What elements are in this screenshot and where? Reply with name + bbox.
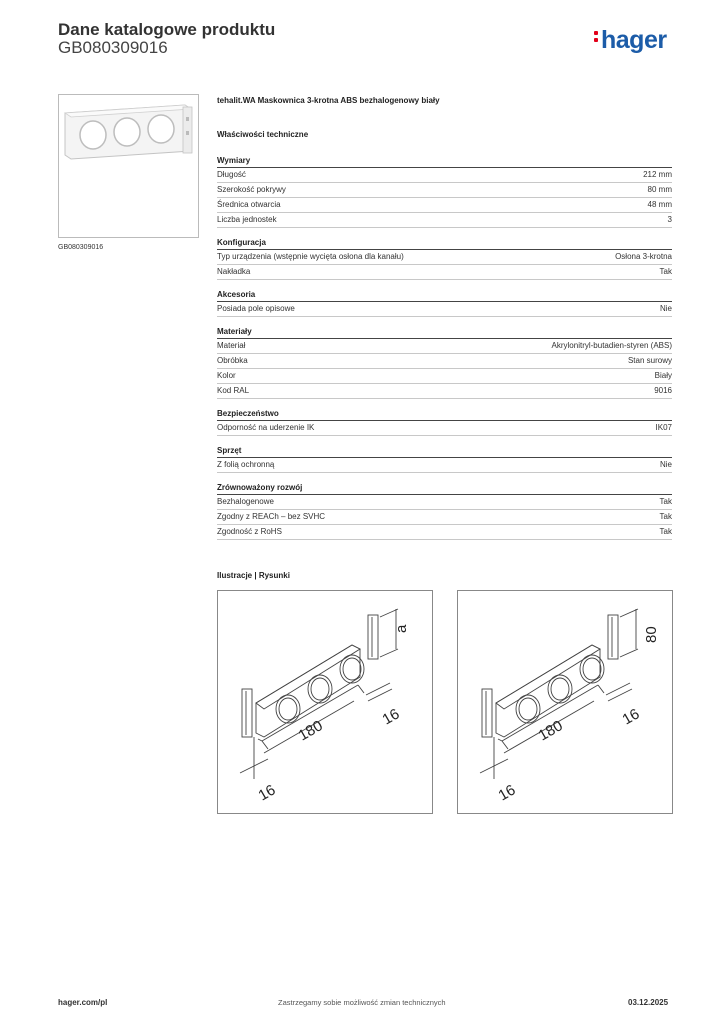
dimension-drawing-2 (457, 590, 673, 814)
footer-disclaimer: Zastrzegamy sobie możliwość zmian technicznych (278, 998, 446, 1007)
spec-row (217, 265, 672, 280)
spec-label: Materiał (217, 341, 246, 350)
length-label: 180 (535, 717, 566, 745)
spec-row (217, 495, 672, 510)
right-depth-label: 16 (379, 705, 403, 729)
spec-label: Posiada pole opisowe (217, 304, 295, 313)
spec-row (217, 525, 672, 540)
spec-label: Z folią ochronną (217, 460, 275, 469)
spec-section-title: Wymiary (217, 156, 672, 168)
spec-label: Kod RAL (217, 386, 250, 395)
spec-section-title: Akcesoria (217, 290, 672, 302)
spec-row (217, 250, 672, 265)
left-depth-label: 16 (255, 781, 279, 805)
spec-row (217, 339, 672, 354)
spec-value: Tak (659, 497, 672, 506)
spec-row (217, 369, 672, 384)
spec-value: Tak (659, 512, 672, 521)
spec-section (217, 483, 672, 540)
spec-row (217, 213, 672, 228)
spec-row (217, 510, 672, 525)
spec-label: Obróbka (217, 356, 248, 365)
spec-section-title: Bezpieczeństwo (217, 409, 672, 421)
spec-value: Biały (654, 371, 672, 380)
footer-website[interactable]: hager.com/pl (58, 998, 108, 1007)
logo-dots-icon (594, 31, 599, 45)
spec-label: Bezhalogenowe (217, 497, 274, 506)
dimension-drawing-svg (458, 591, 672, 813)
spec-row (217, 384, 672, 399)
spec-label: Odporność na uderzenie IK (217, 423, 315, 432)
spec-label: Typ urządzenia (wstępnie wycięta osłona dla kanału) (217, 252, 404, 261)
brand-logo (594, 26, 667, 55)
spec-value: Osłona 3-krotna (615, 252, 672, 261)
spec-value: 212 mm (643, 170, 672, 179)
illustrations-heading: Ilustracje | Rysunki (217, 571, 290, 580)
spec-label: Zgodność z RoHS (217, 527, 282, 536)
spec-section (217, 327, 672, 399)
spec-row (217, 302, 672, 317)
spec-row (217, 354, 672, 369)
spec-value: 48 mm (647, 200, 672, 209)
product-name: tehalit.WA Maskownica 3-krotna ABS bezhalogenowy biały (217, 96, 440, 105)
product-code: GB080309016 (58, 38, 168, 57)
specs-table (217, 156, 672, 550)
spec-label: Liczba jednostek (217, 215, 277, 224)
spec-section-title: Zrównoważony rozwój (217, 483, 672, 495)
spec-value: IK07 (655, 423, 672, 432)
cover-plate-icon (59, 95, 198, 237)
height-label: 80 (643, 626, 660, 643)
spec-section (217, 290, 672, 317)
page-title: Dane katalogowe produktu (58, 20, 276, 39)
spec-value: Tak (659, 267, 672, 276)
spec-section-title: Materiały (217, 327, 672, 339)
spec-value: 3 (667, 215, 672, 224)
spec-label: Szerokość pokrywy (217, 185, 286, 194)
spec-label: Nakładka (217, 267, 251, 276)
spec-label: Zgodny z REACh – bez SVHC (217, 512, 326, 521)
spec-section (217, 446, 672, 473)
spec-value: Akrylonitryl-butadien-styren (ABS) (551, 341, 672, 350)
spec-value: Nie (659, 460, 672, 469)
image-caption: GB080309016 (58, 244, 104, 251)
spec-row (217, 198, 672, 213)
spec-row (217, 183, 672, 198)
spec-section (217, 409, 672, 436)
spec-value: Tak (659, 527, 672, 536)
spec-value: Nie (659, 304, 672, 313)
spec-section (217, 156, 672, 228)
length-label: 180 (295, 717, 326, 745)
spec-row (217, 458, 672, 473)
spec-label: Długość (217, 170, 246, 179)
product-image (58, 94, 199, 238)
spec-value: Stan surowy (627, 356, 672, 365)
spec-label: Średnica otwarcia (217, 200, 281, 209)
spec-section (217, 238, 672, 280)
spec-value: 80 mm (647, 185, 672, 194)
dimension-drawing-svg (218, 591, 432, 813)
spec-section-title: Sprzęt (217, 446, 672, 458)
height-label: a (393, 624, 410, 633)
properties-heading: Właściwości techniczne (217, 130, 309, 139)
spec-label: Kolor (217, 371, 236, 380)
footer-date: 03.12.2025 (628, 998, 669, 1007)
spec-section-title: Konfiguracja (217, 238, 672, 250)
spec-row (217, 168, 672, 183)
spec-row (217, 421, 672, 436)
right-depth-label: 16 (619, 705, 643, 729)
brand-name: hager (601, 26, 667, 54)
dimension-drawing-1 (217, 590, 433, 814)
left-depth-label: 16 (495, 781, 519, 805)
spec-value: 9016 (654, 386, 672, 395)
